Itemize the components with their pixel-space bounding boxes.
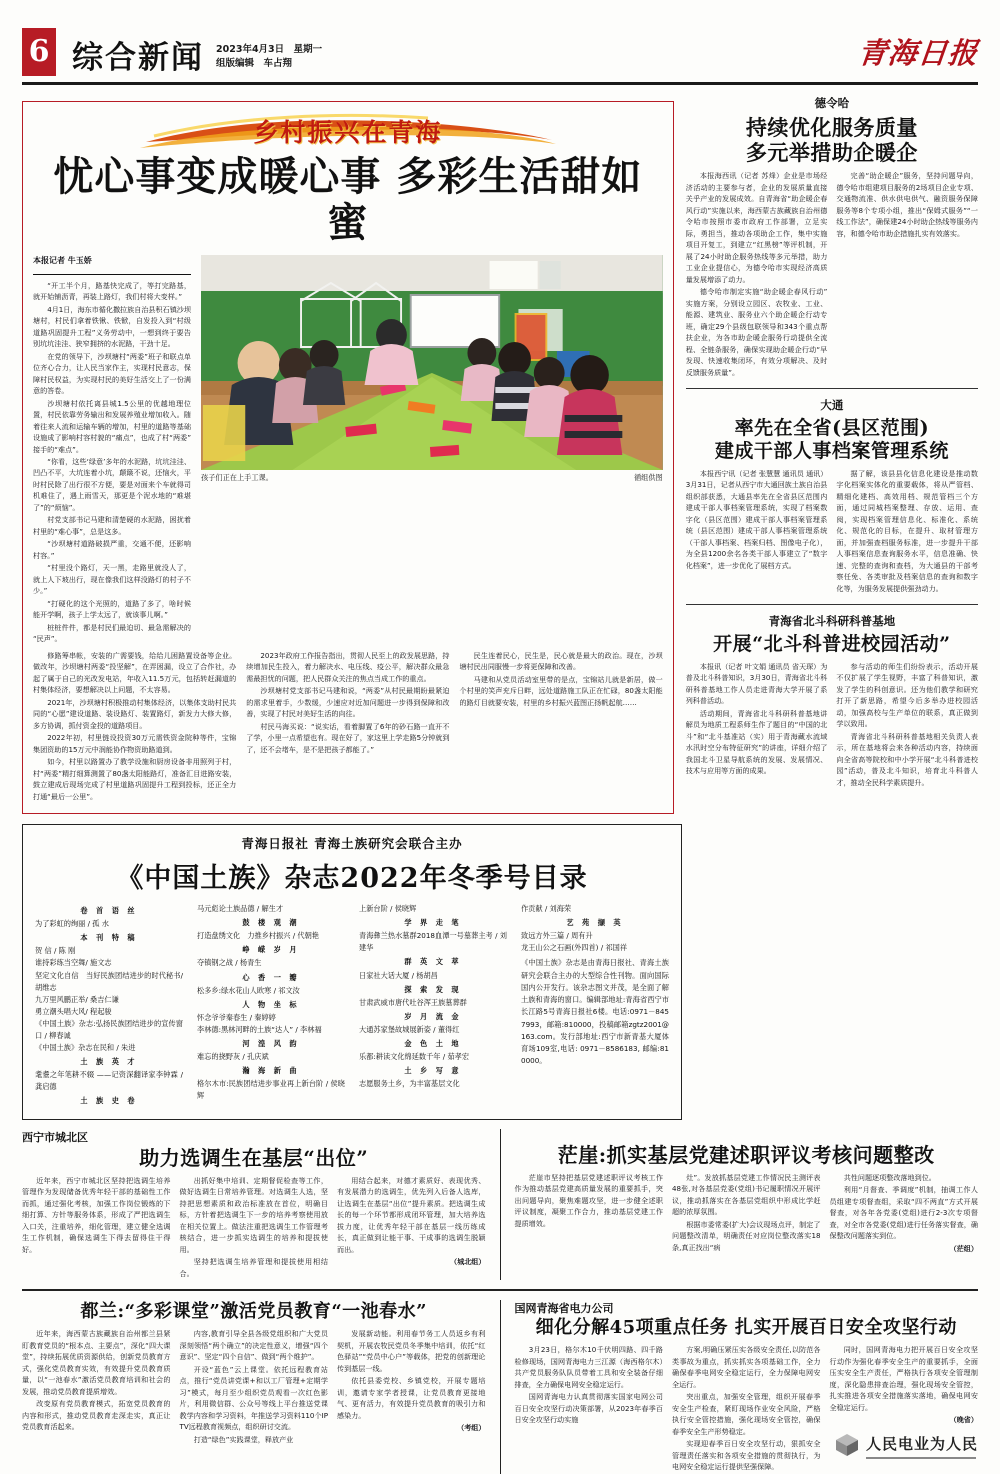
magazine-catalog <box>22 824 682 1120</box>
column-divider <box>500 1300 501 1473</box>
paragraph: 发展新动能。利用春节务工人员返乡有利契机，开展农牧民党员冬季集中培训，依托“红色驿站”“党员中心户”等载体，把党的创新理论传到基层一线。 <box>337 1329 486 1373</box>
paragraph: “沙坝塘村道路破损严重，交通不便，还影响村容。” <box>33 539 191 560</box>
article-text-col2 <box>180 1175 329 1280</box>
catalog-item: 勇立潮头唱大风/ 程起骏 <box>35 1006 112 1016</box>
article-beidou <box>686 613 978 789</box>
date-editor-block <box>216 43 322 76</box>
catalog-column-2 <box>197 903 345 1109</box>
paragraph: 打造“绿色”实践课堂，释放产业 <box>193 1434 294 1444</box>
catalog-subtitle: 青海日报社 青海土族研究会联合主办 <box>241 836 463 852</box>
article-kicker: 大通 <box>820 398 844 413</box>
paragraph: 根据市委常委(扩大)会议现场点评，制定了问题整改清单，明确责任对应岗位整改落实18条,真正找出“病 <box>672 1219 821 1252</box>
catalog-item: 九万里风鹏正举/ 桑吉仁谦 <box>35 994 119 1004</box>
article-kicker: 青海省北斗科研科普基地 <box>768 614 896 629</box>
paragraph: 本报讯（记者 叶文娟 通讯员 省天琛）为普及北斗科普知识，3月30日，青海省北斗科研科普基地工作人员走进青海大学开展了系列科普活动。 <box>685 661 828 706</box>
catalog-item: 《中国土族》杂志在民和 / 朱进 <box>35 1043 136 1053</box>
paragraph: 国网青海电力认真贯彻落实国家电网公司百日安全攻坚行动决策部署，从2023年春季百日安全攻坚行动实施 <box>514 1392 663 1425</box>
catalog-item: 甘肃武威市唐代吐谷浑王族墓葬群 <box>359 997 467 1007</box>
catalog-item: 上新台阶 / 侯晓辉 <box>359 904 417 914</box>
catalog-item: 夺镇钢之战 / 杨青生 <box>197 958 262 968</box>
article-columns <box>22 1175 486 1280</box>
paragraph: 沙坝塘村党支部书记马建和说，“两委”从村民最期盼最紧迫的需求里着手，少数缓，少速应对近加问题进一步得到保障和改善，实现了村民对美好生活的向往。 <box>246 686 450 719</box>
catalog-section: 人 物 坐 标 <box>242 999 300 1009</box>
paragraph: 内容,教育引导全县各级党组织和广大党员深刻领悟“两个确立”的决定性意义，增强“四个意识”、坚定“四个自信”、做到“两个维护”。 <box>179 1329 328 1362</box>
catalog-item: 乐都:耕读文化绵延数千年 / 茹孝宏 <box>359 1052 470 1062</box>
bottom-row-2 <box>22 1300 978 1473</box>
bottom-article-mangya <box>515 1129 979 1281</box>
catalog-item: 日家社大话大厦 / 杨胡昌 <box>359 970 438 980</box>
article-text-col3 <box>830 1344 979 1473</box>
bottom-article-dulan <box>22 1300 486 1473</box>
paragraph: “你看，这些‘绿意’多年的水泥路，坑坑洼洼、凹凸不平，大坑连着小坑，颠簸不说，还恼火，平时村民除了出行很不方便，要是对面来个车就得司机难住了，遇上雨雪天，那更是个泥水地的“难堪了”的“烦恼”。 <box>33 457 191 512</box>
article-kicker: 西宁市城北区 <box>22 1130 88 1144</box>
catalog-section: 土 乡 写 意 <box>404 1066 462 1076</box>
article-text-col1 <box>22 1175 171 1280</box>
feature-headline: 忧心事变成暖心事 多彩生活甜如蜜 <box>53 153 643 247</box>
paragraph: 利用“月督查、季调度”机制，抽调工作人员组建专项督查组，采取“四不两直”方式开展督查，对各年各党委(党组)进行2-3次专项督查，对全市各党委(党组)进行任务落实督查，确保整改问题落实到位。 <box>829 1185 978 1241</box>
paragraph: 2021年，沙坝塘村积极推动村集体经济，以集体支助村民共同的“心愿”建设道路、装设路灯、装置路灯，新发力大修大修，多方协调，抓付资金投的道路项目。 <box>33 697 237 730</box>
catalog-item: 为了彩虹的绚丽 / 孤 水 <box>35 919 109 929</box>
paragraph: 共性问题逐项整改落地到位。 <box>843 1172 936 1182</box>
feature-banner <box>33 110 663 152</box>
bottom-row-1 <box>22 1129 978 1281</box>
catalog-section: 土 族 英 才 <box>80 1057 138 1067</box>
paragraph: 同时，国网青海电力把开展百日安全攻坚行动作为强化春季安全生产的重要抓手，全面压实安全生产责任，严格执行各项安全管理制度，深化隐患排查治理，强化现场安全管控，扎实推进各项安全措施落实落地，确保电网安全稳定运行。 <box>829 1345 978 1412</box>
catalog-item: 大通苏家堡故城展新姿 / 董得红 <box>359 1024 460 1034</box>
bottom-row-divider <box>22 1289 978 1291</box>
article-headline: 细化分解45项重点任务 扎实开展百日安全攻坚行动 <box>535 1317 957 1339</box>
catalog-item: 李林德:黑林河畔的土族“达人” / 李林福 <box>197 1024 322 1034</box>
catalog-item: 打造盘绣文化 力推乡村振兴 / 代朝艳 <box>197 931 319 941</box>
article-signoff: （茫组） <box>949 1243 978 1253</box>
article-signoff: （城北组） <box>450 1257 486 1267</box>
paragraph: 近年来，西宁市城北区坚持把选调生培养管理作为发现储备优秀年轻干部的基础性工作而抓，通过强化考核，加强工作岗位锻炼的下细打算、方针等服务体系，形成了严把选调生入口关，注重培养，细化管理，建立健全选调生工作机制，确保选调生下得去留得住干得好。 <box>22 1175 171 1254</box>
paragraph: 马建和从党员活动室里带的是点，宝锦站儿就是新居，做一个村里的笑声充斥日畔，远处道路施工队正在忙碌，80盏太阳能的路灯目就要安装，村里的乡村振兴蓝图正扬帆起航…… <box>459 674 663 707</box>
catalog-section: 探 索 发 现 <box>404 984 462 994</box>
paragraph: 4月1日，海东市循化撒拉族自治县积石镇沙坝塘村，村民们拿着铁锹、铁锨，自发投入到“村级道路巩固提升工程”义务劳动中，一想到终于要告别坑坑洼洼、狭窄拥挤的水泥路，干劲十足。 <box>33 304 191 349</box>
article-headline-line1: 持续优化服务质量 <box>745 115 918 140</box>
section-divider <box>686 388 978 389</box>
catalog-section: 学 界 走 笔 <box>404 918 462 928</box>
photo-caption-row <box>201 473 663 483</box>
masthead <box>22 0 978 76</box>
paragraph: 活动期间，青海省北斗科研科普基地讲解员为地质工程系师生作了题目的“中国的北斗”和“北斗基准站（实）用于青海藏水流域水汛时空分布特征研究”的讲座，详细介绍了我国北斗卫星导航系统的发展、发展情况、技术与应用等方面的成果。 <box>685 708 828 776</box>
paragraph: 改变原有党员教育模式，拓宽党员教育的内容和形式，推动党员教育走深走实，真正让党员教育活起来。 <box>22 1399 171 1432</box>
paragraph: 参与活动的师生们纷纷表示，活动开展不仅扩展了学生视野，丰富了科普知识，激发了学生的科创意识。还为他们教学和研究打开了新思路，希望今后多举办进校园活动，加强高校与生产单位的联系，真正做到学以致用。 <box>836 661 978 729</box>
article-headline-line1: 率先在全省(县区范围) <box>734 417 930 440</box>
paragraph: 开设“蓝色”云上课堂。依托远程教育站点，推行“党员讲党课+和以工厂管理+定期学习”模式，每月至少组织党员观看一次红色影片，利用微信群、公众号等线上平台推送党课教学内容和学习资料，年推送学习资料110个IPTV远程教育视频点，组织研讨交流。 <box>179 1364 328 1432</box>
paragraph: 修路筹串帐，安装的广需要钱，给给儿困路置设备等企业。做改年，沙坝塘村两委“投坚解”，在弄困漏，设立了合作社，办起了属于自己的光改发电站，年收入11.5万元，包括转赶漏道的村集体经济，要想解决以上问题，不太容易。 <box>33 650 237 695</box>
catalog-item: 马元彪论土族品德 / 解生才 <box>197 904 284 914</box>
article-kicker: 国网青海省电力公司 <box>514 1302 614 1316</box>
article-columns <box>686 661 978 789</box>
catalog-columns <box>35 903 669 1109</box>
catalog-item: 青海彝兰热水墓群2018血潭一号墓葬主考 / 刘建华 <box>359 931 507 953</box>
paragraph: 突出重点，加强安全管理，组织开展春季安全生产检查，紧盯现场作业安全风险，严格执行安全管控措施，强化现场安全管控，确保春季安全生产形势稳定。 <box>672 1392 821 1436</box>
feature-text-col3 <box>246 650 449 803</box>
article-text-col1 <box>515 1344 664 1473</box>
article-columns <box>686 468 978 595</box>
paragraph: 出抓好集中培训、定期督促检查等工作，做好选调生日常培养管理。对选调生人选，坚持把思想素质和政治标准放在首位，明确目标，方针着把选调生下一步的培养考察使用放在相关位置上。做法注重把选调生工作管理考核结合，进一步抓实选调生的培养和提拔使用。 <box>179 1175 328 1254</box>
paragraph: 青海省北斗科研科普基地相关负责人表示，所在基地将会来各种活动内容，持续面向全省高等院校和中小学开展“北斗科普进校园”活动，普及北斗知识，培育北斗科普人才，推动全民科学素质提升。 <box>836 731 978 787</box>
catalog-masthead-info: 《中国土族》杂志是由青海日报社、青海土族研究会联合主办的大型综合性刊物。面向国际国内公开发行。该杂志图文并茂，是全面了解土族和青海的窗口。编辑部地址:青海省西宁市长江路5号青海日报社6楼。电话:0971－8457993，邮箱:810000，投稿邮箱zgtz2001@163.com。发行部地址:西宁市新青基大厦体育场109室,电话: 0971－8586183, 邮编:810000。 <box>521 958 669 1066</box>
article-text-col2 <box>836 468 978 595</box>
catalog-section: 岁 月 流 金 <box>404 1011 462 1021</box>
article-delingha <box>686 95 978 379</box>
catalog-item: 《中国土族》杂志:弘扬民族团结进步的宣传窗口 / 柳春诚 <box>35 1018 183 1040</box>
bottom-article-state-grid <box>515 1300 979 1473</box>
article-signoff: （晚省） <box>949 1415 978 1425</box>
paragraph: 据了解，该县县化信息化建设是推动数字化档案实体化的重要载体，将从严管档、精细化建档、高效用档、规范管档三个方面，通过同城档案整理、存放、运用、查阅，实现档案管理信息化、标准化、系统化、规范化的目标，在提升、取材管理方面，并加强查档服务标准，进一步提升干部人事档案信息查询服务水平，信息准确、快速、完整的查询和查档，为大通县的干部考察任免、各类审批及档案信息的查询和数字化等，为服务发展提供强劲动力。 <box>836 468 978 593</box>
article-text-col3 <box>337 1328 486 1446</box>
article-text-col1 <box>22 1328 171 1446</box>
banner-text: 乡村振兴在青海 <box>253 118 443 147</box>
article-columns <box>686 170 978 379</box>
article-text-col2 <box>836 661 978 789</box>
article-columns <box>22 1328 486 1446</box>
paragraph: 实现迎春季百日安全攻坚行动，狠抓安全管理责任落实和各项安全措施的贯彻执行，为电网安全稳定运行提供坚强保障。 <box>672 1439 821 1472</box>
cube-icon <box>834 1432 860 1458</box>
paragraph: 民生连着民心，民生是，民心就是最大的政治。现在，沙坝塘村民出同服慢一步将更保障和改善。 <box>459 650 663 672</box>
catalog-section: 心 香 一 瓣 <box>242 972 300 982</box>
catalog-item: 松多乡:绿水花山人欧寒 / 祁文汝 <box>197 985 300 995</box>
paragraph: 德令哈市制定实施“助企暖企春风行动”实施方案，分别设立园区、农牧业、工业、能源、建筑业、服务业六个助企暖企行动专班，确定29个县级包联领导和343个重点帮扶企业，为各市助企暖企服务行动提供全流程、全链条服务，确保实现助企暖企行动“早发现、快速收集闭环，有效分项解决、及时反馈服务质量”。 <box>685 287 828 377</box>
byline-rule <box>33 274 191 275</box>
catalog-section: 土 族 史 卷 <box>80 1096 138 1106</box>
article-text-col1 <box>686 661 828 789</box>
page-number-badge: 6 <box>22 28 56 76</box>
catalog-item: 志愿服务土乡，为丰富基层文化 <box>359 1079 460 1089</box>
paragraph: 2023年政府工作报告指出，贯彻人民至上的政发展思路，持续增加民生投入，着力解决水、电压线、疫公平，解决群众最急需最担忧的问题，把人民群众关注的焦点当成工作的重点。 <box>246 650 450 683</box>
paragraph: 方案,明确压紧压实各级安全责任,以防范各类事故为重点，抓实抓实各项基础工作，全力确保春季电网安全稳定运行，全力保障电网安全运行。 <box>672 1345 821 1389</box>
paragraph: 坚持把选调生培养管理和提拔使用相结合。 <box>179 1257 328 1278</box>
paragraph: 村党支部书记马建和清楚硬的水泥路，困扰着村里的“难心事”，总是这多。 <box>33 515 191 536</box>
catalog-item: 怀念爷爷秦春生 / 秦婷婷 <box>197 1012 276 1022</box>
article-text-col3 <box>337 1175 486 1280</box>
feature-text-col4 <box>459 650 662 803</box>
article-headline-line2: 多元举措助企暖企 <box>745 140 918 166</box>
classroom-photo-illustration <box>201 255 663 470</box>
top-layout <box>22 93 978 814</box>
feature-body <box>33 255 663 646</box>
left-zone <box>22 93 674 814</box>
article-text-col2 <box>672 1344 821 1473</box>
article-headline: 开展“北斗科普进校园活动” <box>713 633 951 656</box>
paragraph: 茫崖市坚持把基层党建述职评议考核工作作为推动基层党建高质量发展的重要抓手，突出问题导向，聚焦难题攻坚，进一步健全述职评议制度，凝聚工作合力，推动基层党建工作提质增效。 <box>514 1172 663 1228</box>
catalog-item: 龙王山公之石画(外四首) / 祁国祥 <box>521 943 628 953</box>
article-kicker: 德令哈 <box>814 96 850 110</box>
section-title: 综合新闻 <box>72 40 204 76</box>
catalog-section: 群 英 文 萃 <box>404 957 462 967</box>
article-text-col2 <box>180 1328 329 1446</box>
catalog-section: 峥 嵘 岁 月 <box>242 945 300 955</box>
feature-photo-zone <box>201 255 663 646</box>
catalog-item: 贺 信 / 陈 刚 <box>35 946 76 956</box>
paragraph: “村里没个路灯，天一黑，走路里就没人了，就上人下坡出行，现在像我们这样没路灯的村子不少。” <box>33 563 191 596</box>
article-text-col1 <box>686 170 828 379</box>
feature-text-col1 <box>33 280 191 645</box>
feature-lower-columns <box>33 650 663 803</box>
article-text-col1 <box>686 468 828 595</box>
column-divider <box>500 1129 501 1281</box>
paragraph: 用结合起来，对德才素质好、表现优秀、有发展潜力的选调生，优先列入后备人选库，让选调生在基层“出位”提升素质。把选调生成长的每一个环节都形成闭环管理，加大培养选拔力度，让优秀年轻干部在基层一线历练成长，真正做到让能干事、干成事的选调生脱颖而出。 <box>337 1175 486 1254</box>
paragraph: 近年来，海西蒙古族藏族自治州都兰县紧盯教育党员的“根本点、主要点”，深化“四大课堂”，持续拓展优质资源供给，创新党员教育方式，强化党员教育实效，有效提升党员教育质量，以“一池春水”激活党员教育培训和社会的发展，推动党员教育提质增效。 <box>22 1329 171 1396</box>
paragraph: 3月23日，格尔木10千伏明四路、四千路检修现场，国网青海电力三江源（海西格尔木）共产党员服务队队员带着工具和安全装备仔细排查，全力确保电网安全稳定运行。 <box>514 1345 663 1389</box>
catalog-section: 卷 首 语 丝 <box>80 906 138 916</box>
catalog-section: 艺 苑 撷 英 <box>566 918 624 928</box>
catalog-item: 难忘的挠野灰 / 孔庆斌 <box>197 1052 269 1062</box>
article-columns <box>515 1172 979 1255</box>
paragraph: 在党的领导下，沙坝塘村“两委”班子和联点单位齐心合力，让人民当家作主，实现村民意志，保障村民权益，为实现村民的美好生活交上了一份满意的答卷。 <box>33 351 191 396</box>
article-datong <box>686 397 978 595</box>
catalog-section: 瀚 海 新 曲 <box>242 1066 300 1076</box>
feature-photo <box>201 255 663 470</box>
article-columns <box>515 1344 979 1473</box>
paragraph: 本报海西讯（记者 苏烽）企业是市场经济活动的主要参与者，企业的发展质量直接关乎产业的发展成效。自青海省“助企暖企春风行动”实施以来，海西蒙古族藏族自治州德令哈市按照市委市政府工作部署，立足实际，勇担当，推动各项助企工作，集中实施项目开复工，到建立“红黑榜”等评机制，开展了24小时助企服务热线等多元举措，助力工业企业提信心，为德令哈市实现经济高质量发展增添了动力。 <box>685 171 828 284</box>
feature-column-1 <box>33 255 191 646</box>
catalog-item: 格尔木市:民族团结进步事业再上新台阶 / 侯晓辉 <box>197 1079 345 1101</box>
paragraph: 完善“助企暖企”服务，坚持问题导向，德令哈市组建项目服务的2场项目企业专项、交通物流准、供水供电供气、融资服务保障服务等8个专项小组，推出“保姆式服务”“一线工作法”，确保建24小时助企热线等服务内容，和德令哈市助企措施扎实有效落实。 <box>836 171 978 238</box>
catalog-section: 河 湟 风 韵 <box>242 1038 300 1048</box>
catalog-column-1 <box>35 903 183 1109</box>
paragraph: 如今，村里以路置办了教学设施和厨房设备非用照列于村，村“两委”精打细算测置了80盏太阳能路灯，准备汇目进路安装，鼓立建成后现场完成了村里道路巩固提升工程到投标，还正全力打通“最后一公里”。 <box>33 757 237 801</box>
paragraph: “打硬化的这个光照的，道路了多了，啥时候能开学啊，孩子上学太远了，就该事儿啊。” <box>33 598 191 620</box>
article-headline: 都兰:“多彩课堂”激活党员教育“一池春水” <box>80 1301 428 1323</box>
paragraph: 依托县委党校、乡镇党校，开展专题培训，邀请专家学者授课，让党员教育更接地气、更有活力，有效提升党员教育的吸引力和感染力。 <box>337 1376 486 1420</box>
catalog-item: 作贡献 / 刘海荣 <box>521 904 572 914</box>
bottom-article-chengbeiqu <box>22 1129 486 1281</box>
catalog-section: 金 色 土 地 <box>404 1038 462 1048</box>
masthead-rule <box>22 82 978 85</box>
editor-credit: 组版编辑 车占翔 <box>216 58 293 70</box>
slogan-underline <box>866 1457 976 1459</box>
catalog-item: 耄耋之年笔耕不辍 ——记资深翻译家李钟霖 / 龚启德 <box>35 1070 183 1092</box>
article-text-col2 <box>672 1172 821 1255</box>
catalog-column-3 <box>359 903 507 1109</box>
paragraph: 灶”。发放抓基层党建工作情况民主测评表48张,对各基层党委(党组)书记履职情况开展评议，推动抓落实在各基层党组织中形成比学赶超的浓厚氛围。 <box>672 1172 821 1217</box>
article-headline: 助力选调生在基层“出位” <box>139 1145 369 1170</box>
article-headline-line2: 建成干部人事档案管理系统 <box>714 439 949 462</box>
article-text-col3 <box>830 1172 979 1255</box>
paragraph: 本报西宁讯（记者 张慧慧 通讯员 通讯）3月31日，记者从西宁市大通回族土族自治县组织部获悉，大通县率先在全省县区范围内建成干部人事档案管理系统，实现了档案数字化（县区范围）建成干部人事档案管理系统（县区范围）建成干部人事档案管理系统（干部人事档案、档案归档、图像电子化），为全县1200余名各类干部人事建立了“数字化档案”，进一步优化了展档方式。 <box>685 468 828 570</box>
catalog-title: 《中国土族》杂志2022年冬季号目录 <box>116 863 588 895</box>
photo-caption: 孩子们正在上手工课。 <box>201 472 273 482</box>
state-grid-logo <box>830 1432 979 1459</box>
catalog-item: 致远方外三篇 / 周有升 <box>521 931 593 941</box>
article-signoff: （考组） <box>457 1423 486 1433</box>
article-text-col2 <box>836 170 978 379</box>
paragraph: 桩桩件件，都是村民们最迫切、最急需解决的“民声”。 <box>33 622 191 644</box>
paper-logo: 青海日报 <box>856 36 980 70</box>
catalog-item: 谁持彩练当空舞/ 施文志 <box>35 958 112 968</box>
paragraph: 2022年初，村里链设投资30万元需铁资金院种等件，宝锦集团资助的15万元中润能协作物资助路道到。 <box>33 733 237 754</box>
paragraph: 沙坝塘村依托离县城1.5公里的优越地理位置，村民依靠劳务输出和发展养殖业增加收入。随着往来人流和运输车辆的增加，村里的道路等基础设施成了影响村容村貌的“痛点”，也成了村“两委”接手的“难点”。 <box>33 398 191 454</box>
article-headline: 茫崖:抓实基层党建述职评议考核问题整改 <box>557 1142 935 1167</box>
publication-date: 2023年4月3日 星期一 <box>216 43 323 55</box>
catalog-section: 本 刊 特 稿 <box>80 933 138 943</box>
catalog-item: 坚定文化自信 当好民族团结进步的时代秘书/ 胡维志 <box>35 970 183 992</box>
right-zone <box>686 93 978 814</box>
paragraph: “开工半个月，路基快完成了，等打完路基，就开始铺沥青，再装上路灯，我们村将大变样。” <box>33 280 191 302</box>
feature-article <box>22 101 674 814</box>
photo-credit: 循组供图 <box>633 472 663 482</box>
section-divider <box>686 604 978 605</box>
article-text-col1 <box>515 1172 664 1255</box>
paragraph: 村民马海买说：“说实话，看着脚置了6年的砂石路一直开不了学，小里一点希望也有。现在好了，家这里上学走路5分钟就到了，还不会堵车，是不是把孩子都能了。” <box>246 721 450 754</box>
catalog-section: 鼓 楼 观 潮 <box>242 918 300 928</box>
catalog-column-4 <box>521 903 669 1109</box>
feature-byline: 本报记者 牛玉娇 <box>33 255 92 265</box>
state-grid-slogan: 人民电业为人民 <box>865 1434 978 1453</box>
feature-text-col2 <box>33 650 236 803</box>
